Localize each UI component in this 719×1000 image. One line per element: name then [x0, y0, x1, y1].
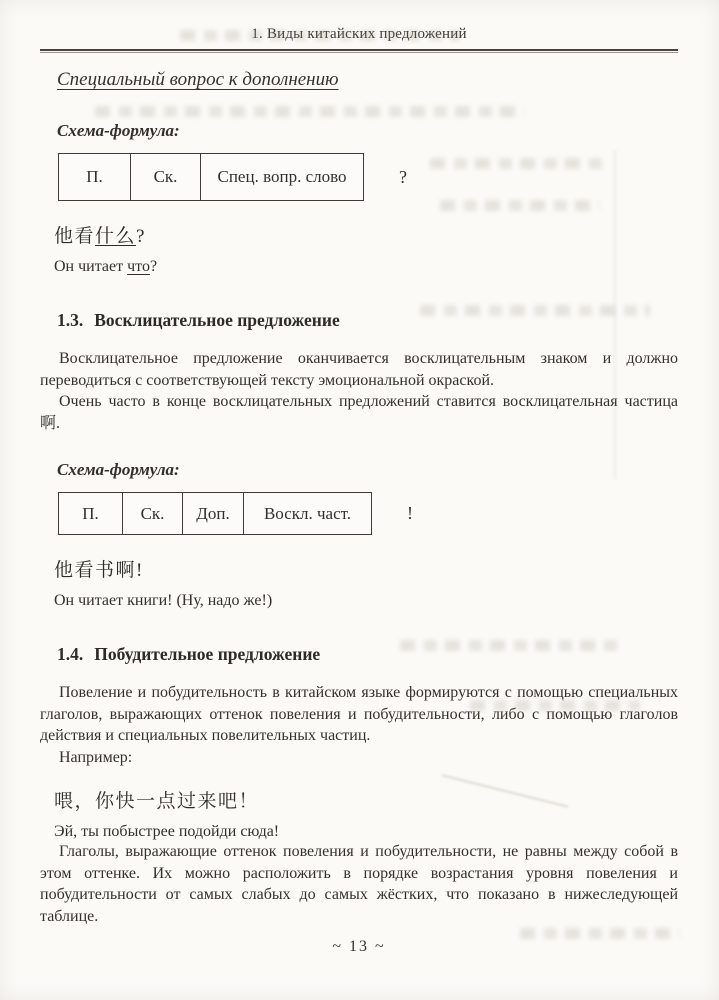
example-intro: Например:: [59, 748, 133, 766]
russian-translation: Эй, ты побыстрее подойди сюда!: [54, 823, 280, 840]
chinese-example-post: ?: [136, 226, 146, 247]
formula-cell-predicate: Ск.: [131, 154, 201, 200]
formula-cell-question-word: Спец. вопр. слово: [217, 167, 347, 186]
section-heading-1-4: [57, 644, 678, 665]
russian-translation-post: ?: [149, 258, 158, 275]
running-header: 1. Виды китайских предложений: [251, 26, 467, 42]
paragraph: Очень часто в конце восклицательных предложений ставится восклицательная частица 啊.: [40, 393, 678, 432]
formula-label: Схема-формула:: [57, 121, 180, 140]
formula-table-exclamatory: [58, 492, 372, 535]
paragraph: Восклицательное предложение оканчивается восклицательным знаком и должно переводиться с соответствующей тексту эмоциональной окраской.: [40, 350, 678, 389]
subtopic-title: Специальный вопрос к дополнению: [57, 69, 339, 90]
russian-translation-pre: Он читает: [54, 258, 128, 275]
section-title: Побудительное предложение: [94, 644, 321, 664]
bleed-through-artifact: [95, 106, 525, 117]
chinese-example: 喂，你快一点过来吧！: [54, 791, 260, 812]
section-number: 1.4.: [57, 644, 84, 664]
formula-label: Схема-формула:: [57, 460, 180, 479]
russian-translation: Он читает книги! (Ну, надо же!): [54, 592, 273, 609]
header-rule: [40, 49, 678, 53]
section-title: Восклицательное предложение: [94, 310, 340, 330]
formula-cell-predicate: Ск.: [123, 493, 183, 534]
formula-table-question: [58, 153, 364, 201]
chinese-example-underlined: 什么: [95, 226, 137, 247]
formula-cell-object: Доп.: [183, 493, 244, 534]
section-heading-1-3: [57, 310, 678, 331]
formula-end-mark: !: [407, 503, 413, 523]
bleed-through-artifact: [440, 200, 600, 211]
formula-cell-exclam-particle: Воскл. част.: [263, 503, 352, 523]
paragraph: Повеление и побудительность в китайском языке формируются с помощью специальных глаголов, выражающих оттенок повеления и побудительности, либо с помощью глаголов действия и специальных повелительных частиц.: [40, 684, 678, 744]
formula-row-exclamatory: [58, 492, 678, 535]
formula-end-mark: ?: [399, 166, 407, 187]
page-number: ~ 13 ~: [332, 938, 386, 955]
formula-cell-subject: П.: [59, 493, 123, 534]
chinese-example: [54, 221, 678, 248]
paragraph: Глаголы, выражающие оттенок повеления и побудительности, не равны между собой в этом оттенке. Их можно расположить в порядке возрастания уровня повеления и побудительности от самых слабых до самых жёстких, что показано в нижеследующей таблице.: [40, 843, 678, 925]
chinese-example-pre: 他看: [54, 226, 96, 247]
russian-translation: [54, 258, 678, 276]
chinese-example: 他看书啊!: [54, 560, 144, 581]
section-number: 1.3.: [57, 310, 84, 330]
formula-row-question: [58, 153, 678, 201]
formula-cell-subject: П.: [59, 154, 131, 200]
russian-translation-underlined: что: [127, 258, 150, 275]
